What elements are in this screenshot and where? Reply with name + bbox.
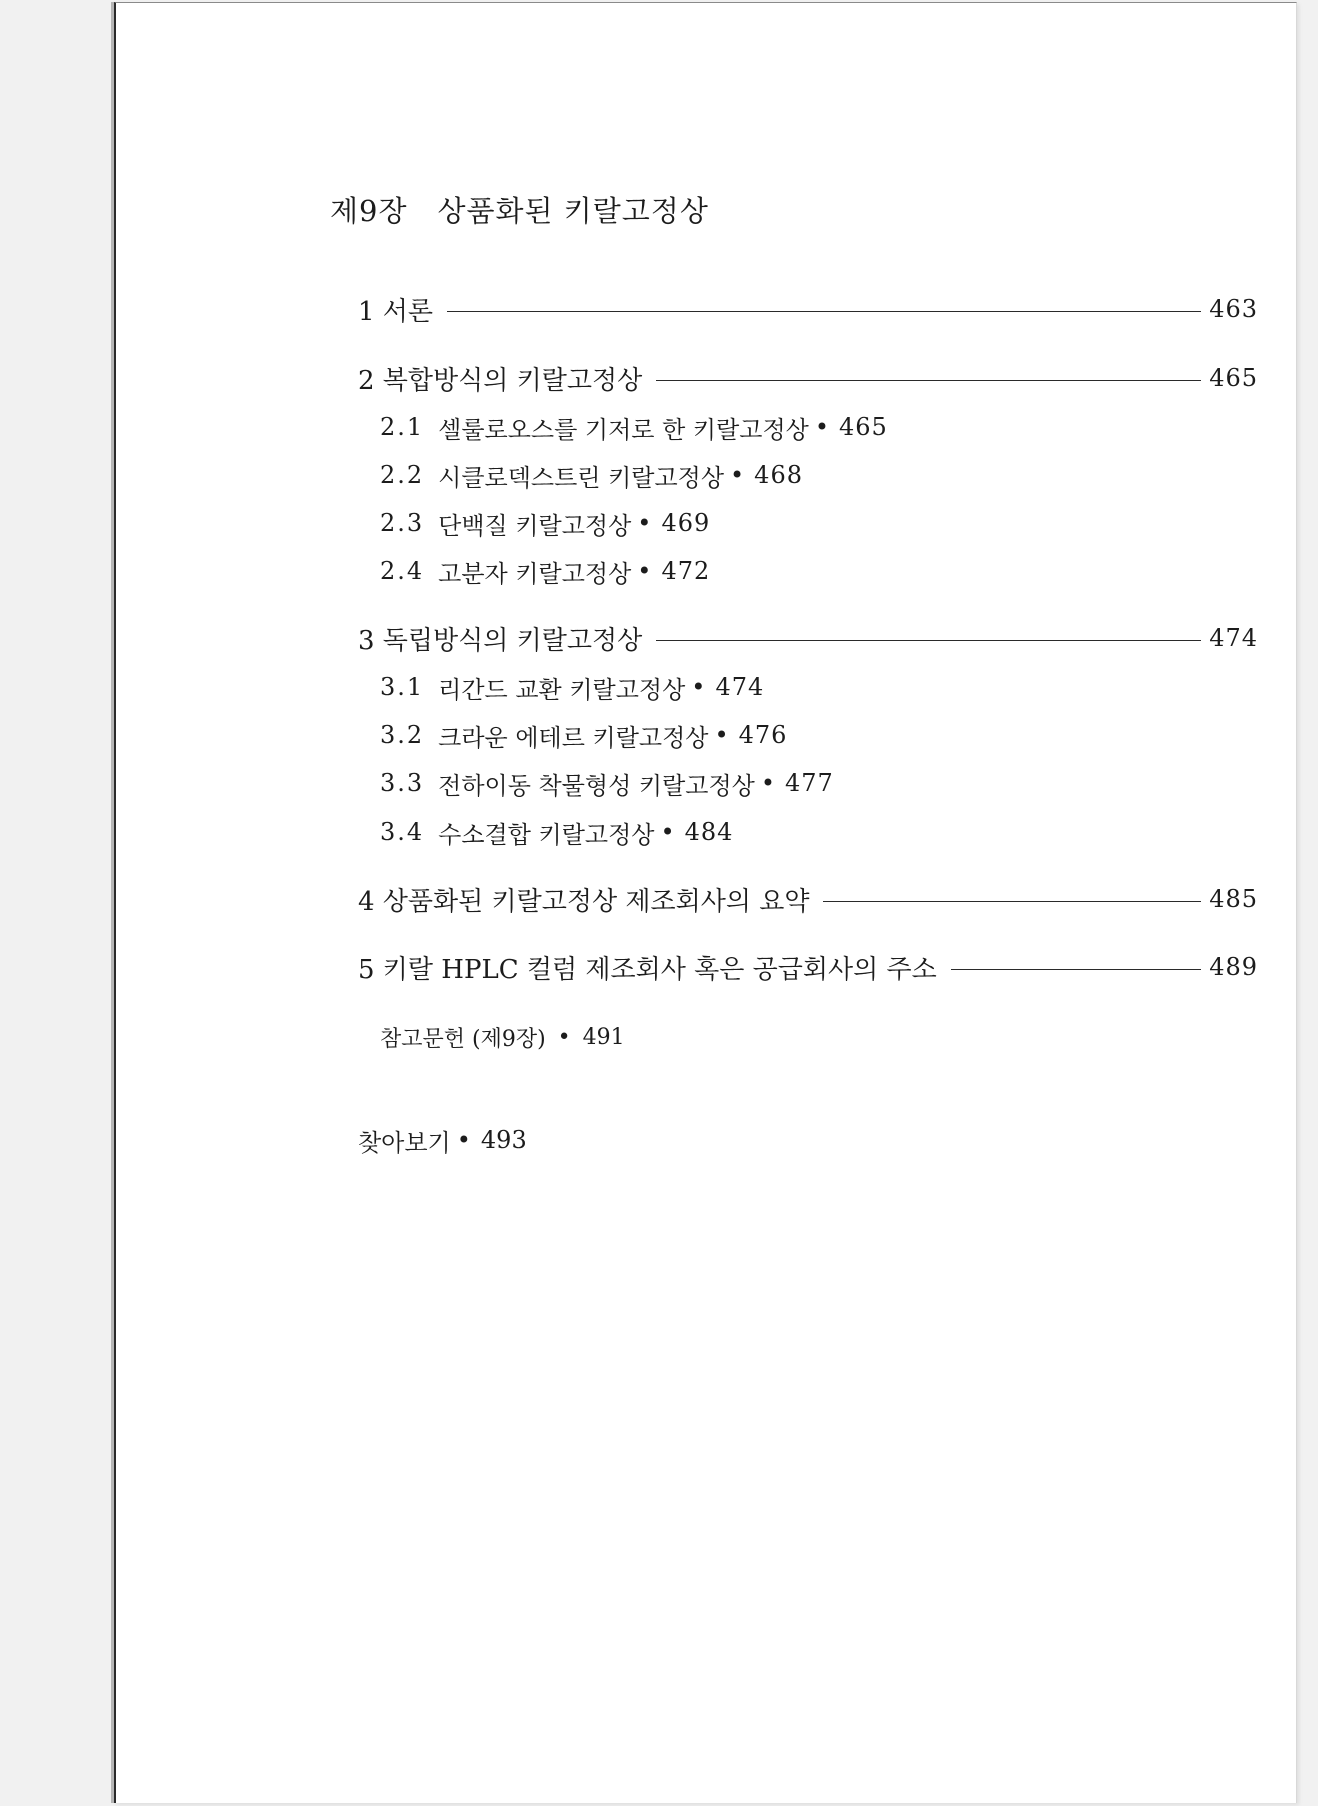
separator-dot: • [456, 1126, 471, 1154]
toc-section-2[interactable] [358, 360, 1258, 396]
separator-dot: • [637, 509, 652, 537]
toc-page-number: 465 [838, 413, 888, 441]
toc-page-number: 491 [582, 1024, 625, 1050]
toc-page-number: 489 [1209, 953, 1258, 981]
toc-section-label: 1 서론 [358, 296, 434, 327]
separator-dot: • [714, 721, 729, 749]
leader-line [951, 969, 1201, 970]
leader-line [447, 311, 1201, 312]
toc-subsection-number: 3.4 [380, 818, 425, 846]
toc-section-label: 5 키랄 HPLC 컬럼 제조회사 혹은 공급회사의 주소 [358, 954, 937, 985]
document-page [114, 2, 1297, 1803]
leader-line [656, 380, 1201, 381]
toc-page-number: 484 [684, 818, 734, 846]
toc-page-number: 474 [715, 673, 765, 701]
toc-section-label: 3 독립방식의 키랄고정상 [358, 625, 643, 656]
separator-dot: • [691, 673, 706, 701]
toc-subsection-number: 3.1 [380, 673, 425, 701]
toc-subsection-title: 단백질 키랄고정상 [438, 511, 632, 540]
toc-page-number: 468 [754, 461, 803, 489]
toc-subsection-title: 시클로덱스트린 키랄고정상 [438, 463, 725, 492]
toc-subsection-3-4[interactable] [380, 815, 733, 849]
chapter-heading [330, 189, 709, 230]
toc-subsection-2-1[interactable] [380, 410, 888, 444]
toc-subsection-3-2[interactable] [380, 718, 787, 752]
toc-index[interactable] [358, 1123, 527, 1157]
toc-subsection-title: 셀룰로오스를 기저로 한 키랄고정상 [438, 415, 809, 444]
separator-dot: • [730, 461, 745, 489]
toc-subsection-number: 2.4 [380, 557, 425, 585]
toc-subsection-title: 크라운 에테르 키랄고정상 [438, 723, 709, 752]
toc-subsection-number: 2.2 [380, 461, 425, 489]
chapter-title: 상품화된 키랄고정상 [437, 194, 709, 228]
toc-section-label: 4 상품화된 키랄고정상 제조회사의 요약 [358, 886, 810, 917]
chapter-number: 제9장 [330, 194, 408, 228]
toc-section-1[interactable] [358, 291, 1258, 327]
toc-page-number: 463 [1209, 295, 1258, 323]
toc-page-number: 472 [661, 557, 711, 585]
toc-page-number: 485 [1209, 885, 1258, 913]
index-label: 찾아보기 [358, 1128, 451, 1157]
toc-subsection-number: 2.3 [380, 509, 425, 537]
toc-subsection-number: 3.2 [380, 721, 425, 749]
toc-page-number: 469 [661, 509, 711, 537]
toc-subsection-title: 리간드 교환 키랄고정상 [438, 675, 686, 704]
toc-page-number: 493 [480, 1126, 527, 1154]
toc-subsection-title: 고분자 키랄고정상 [438, 559, 632, 588]
toc-references[interactable] [380, 1020, 625, 1054]
toc-page-number: 465 [1209, 364, 1258, 392]
references-label: 참고문헌 (제9장) [380, 1026, 546, 1052]
leader-line [823, 901, 1201, 902]
toc-subsection-3-3[interactable] [380, 766, 834, 800]
toc-subsection-3-1[interactable] [380, 670, 764, 704]
separator-dot: • [760, 769, 775, 797]
toc-subsection-title: 전하이동 착물형성 키랄고정상 [438, 771, 755, 800]
toc-subsection-number: 2.1 [380, 413, 425, 441]
toc-page-number: 477 [784, 769, 834, 797]
toc-section-3[interactable] [358, 620, 1258, 656]
toc-subsection-number: 3.3 [380, 769, 425, 797]
separator-dot: • [637, 557, 652, 585]
separator-dot: • [557, 1024, 571, 1050]
toc-page-number: 474 [1209, 624, 1258, 652]
toc-subsection-2-4[interactable] [380, 554, 710, 588]
toc-section-5[interactable] [358, 949, 1258, 985]
toc-section-label: 2 복합방식의 키랄고정상 [358, 365, 643, 396]
toc-subsection-2-3[interactable] [380, 506, 710, 540]
leader-line [656, 640, 1201, 641]
toc-subsection-title: 수소결합 키랄고정상 [438, 820, 655, 849]
toc-page-number: 476 [738, 721, 788, 749]
toc-subsection-2-2[interactable] [380, 458, 803, 492]
separator-dot: • [814, 413, 829, 441]
separator-dot: • [660, 818, 675, 846]
toc-section-4[interactable] [358, 881, 1258, 917]
